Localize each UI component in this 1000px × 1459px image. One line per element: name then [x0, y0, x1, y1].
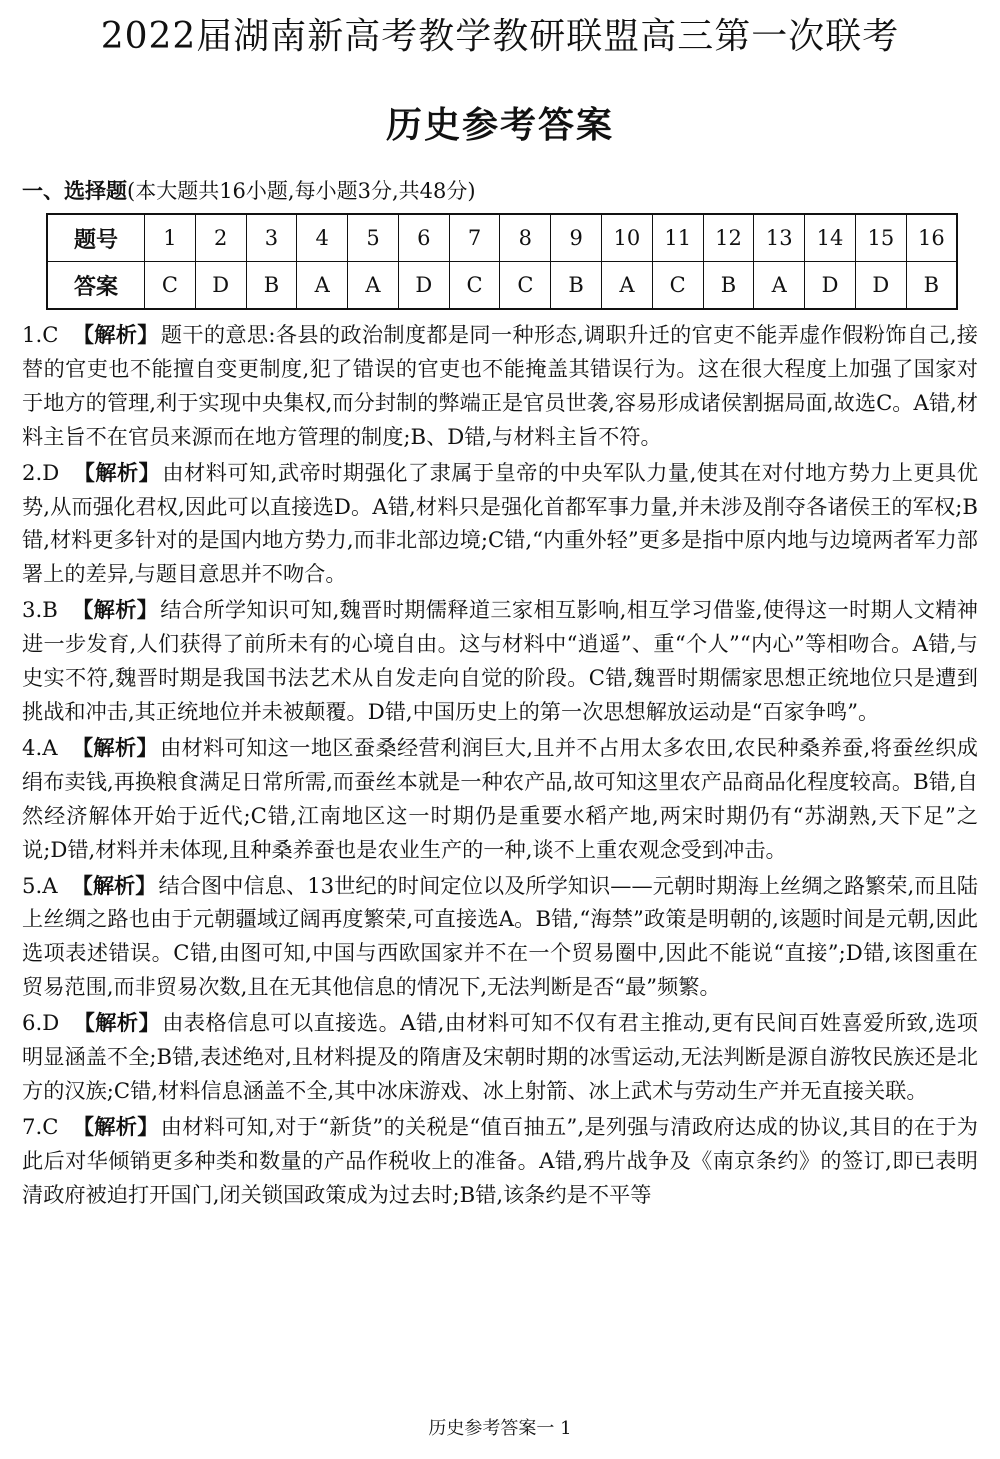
explanation-item — [22, 731, 978, 867]
explanation-item — [22, 1006, 978, 1108]
answer-cell: D — [195, 262, 246, 310]
answer-cell: B — [906, 262, 957, 310]
explanation-number: 6.D — [22, 1010, 60, 1036]
explanation-tag: 【解析】 — [71, 872, 157, 898]
explanation-item — [22, 1110, 978, 1212]
explanation-number: 4.A — [22, 734, 58, 760]
question-number: 7 — [449, 214, 500, 262]
answer-cell: B — [551, 262, 602, 310]
explanation-number: 2.D — [22, 459, 60, 485]
explanation-item — [22, 869, 978, 1005]
explanation-tag: 【解析】 — [72, 322, 159, 347]
question-number: 1 — [145, 214, 196, 262]
explanation-tag: 【解析】 — [71, 734, 159, 760]
question-number: 3 — [246, 214, 297, 262]
answer-cell: B — [703, 262, 754, 310]
question-number: 11 — [652, 214, 703, 262]
explanation-text: 由表格信息可以直接选。A错,由材料可知不仅有君主推动,更有民间百姓喜爱所致,选项明显涵盖不全;B错,表述绝对,且材料提及的隋唐及宋朝时期的冰雪运动,无法判断是源自游牧民族还是北方的汉族;C错,材料信息涵盖不全,其中冰床游戏、冰上射箭、冰上武术与劳动生产并无直接关联。 — [22, 1010, 978, 1103]
page-footer: 历史参考答案一 1 — [428, 1418, 572, 1439]
question-number: 15 — [855, 214, 906, 262]
explanation-tag: 【解析】 — [73, 1010, 161, 1036]
answer-cell: C — [500, 262, 551, 310]
answer-cell: B — [246, 262, 297, 310]
explanation-item — [22, 456, 978, 592]
explanation-text: 结合图中信息、13世纪的时间定位以及所学知识——元朝时期海上丝绸之路繁荣,而且陆上丝绸之路也由于元朝疆域辽阔再度繁荣,可直接选A。B错,“海禁”政策是明朝的,该题时间是元朝,因此选项表述错误。C错,由图可知,中国与西欧国家并不在一个贸易圈中,因此不能说“直接”;D错,该图重在贸易范围,而非贸易次数,且在无其他信息的情况下,无法判断是否“最”频繁。 — [22, 872, 978, 1000]
question-number: 6 — [398, 214, 449, 262]
explanation-number: 1.C — [22, 322, 59, 347]
explanation-tag: 【解析】 — [73, 459, 161, 485]
answer-table-number-row — [47, 214, 957, 262]
question-number: 12 — [703, 214, 754, 262]
explanation-list — [22, 318, 978, 1214]
exam-title: 2022届湖南新高考教学教研联盟高三第一次联考 — [100, 16, 900, 57]
explanation-number: 5.A — [22, 872, 58, 898]
answer-key-title: 历史参考答案 — [385, 104, 614, 146]
answer-cell: C — [145, 262, 196, 310]
question-number: 4 — [297, 214, 348, 262]
answer-cell: D — [805, 262, 856, 310]
explanation-text: 由材料可知这一地区蚕桑经营利润巨大,且并不占用太多农田,农民种桑养蚕,将蚕丝织成绢布卖钱,再换粮食满足日常所需,而蚕丝本就是一种农产品,故可知这里农产品商品化程度较高。B错,自然经济解体开始于近代;C错,江南地区这一时期仍是重要水稻产地,两宋时期仍有“苏湖熟,天下足”之说;D错,材料并未体现,且种桑养蚕也是农业生产的一种,谈不上重农观念受到冲击。 — [22, 734, 978, 862]
explanation-tag: 【解析】 — [71, 597, 159, 623]
answer-cell: D — [398, 262, 449, 310]
question-number: 14 — [805, 214, 856, 262]
explanation-text: 结合所学知识可知,魏晋时期儒释道三家相互影响,相互学习借鉴,使得这一时期人文精神进一步发育,人们获得了前所未有的心境自由。这与材料中“逍遥”、重“个人”“内心”等相吻合。A错,与史实不符,魏晋时期是我国书法艺术从自发走向自觉的阶段。C错,魏晋时期儒家思想正统地位只是遭到挑战和冲击,其正统地位并未被颠覆。D错,中国历史上的第一次思想解放运动是“百家争鸣”。 — [22, 597, 978, 724]
question-number: 8 — [500, 214, 551, 262]
question-number: 13 — [754, 214, 805, 262]
section-heading — [22, 176, 476, 206]
answer-cell: C — [449, 262, 500, 310]
question-number: 2 — [195, 214, 246, 262]
explanation-tag: 【解析】 — [72, 1113, 159, 1139]
explanation-item — [22, 318, 978, 454]
explanation-number: 7.C — [22, 1113, 59, 1139]
answer-cell: A — [348, 262, 399, 310]
answer-cell: D — [855, 262, 906, 310]
answer-cell: C — [652, 262, 703, 310]
question-number: 16 — [906, 214, 957, 262]
answer-table — [46, 213, 958, 310]
section-heading-note: (本大题共16小题,每小题3分,共48分) — [127, 179, 476, 203]
section-heading-title: 一、选择题 — [22, 178, 127, 203]
question-number: 10 — [602, 214, 653, 262]
explanation-number: 3.B — [22, 597, 58, 623]
answer-cell: A — [297, 262, 348, 310]
explanation-item — [22, 593, 978, 729]
question-number: 9 — [551, 214, 602, 262]
question-number: 5 — [348, 214, 399, 262]
answer-cell: A — [754, 262, 805, 310]
row-label-answer: 答案 — [47, 262, 145, 310]
explanation-text: 由材料可知,对于“新货”的关税是“值百抽五”,是列强与清政府达成的协议,其目的在于为此后对华倾销更多种类和数量的产品作税收上的准备。A错,鸦片战争及《南京条约》的签订,即已表明清政府被迫打开国门,闭关锁国政策成为过去时;B错,该条约是不平等 — [22, 1113, 978, 1207]
answer-cell: A — [602, 262, 653, 310]
explanation-text: 由材料可知,武帝时期强化了隶属于皇帝的中央军队力量,使其在对付地方势力上更具优势,从而强化君权,因此可以直接选D。A错,材料只是强化首都军事力量,并未涉及削夺各诸侯王的军权;B错,材料更多针对的是国内地方势力,而非北部边境;C错,“内重外轻”更多是指中原内地与边境两者军力部署上的差异,与题目意思并不吻合。 — [22, 459, 978, 587]
explanation-text: 题干的意思:各县的政治制度都是同一种形态,调职升迁的官吏不能弄虚作假粉饰自己,接替的官吏也不能擅自变更制度,犯了错误的官吏也不能掩盖其错误行为。这在很大程度上加强了国家对于地方的管理,利于实现中央集权,而分封制的弊端正是官员世袭,容易形成诸侯割据局面,故选C。A错,材料主旨不在官员来源而在地方管理的制度;B、D错,与材料主旨不符。 — [22, 322, 978, 449]
answer-table-answer-row — [47, 262, 957, 310]
row-label-number: 题号 — [47, 214, 145, 262]
